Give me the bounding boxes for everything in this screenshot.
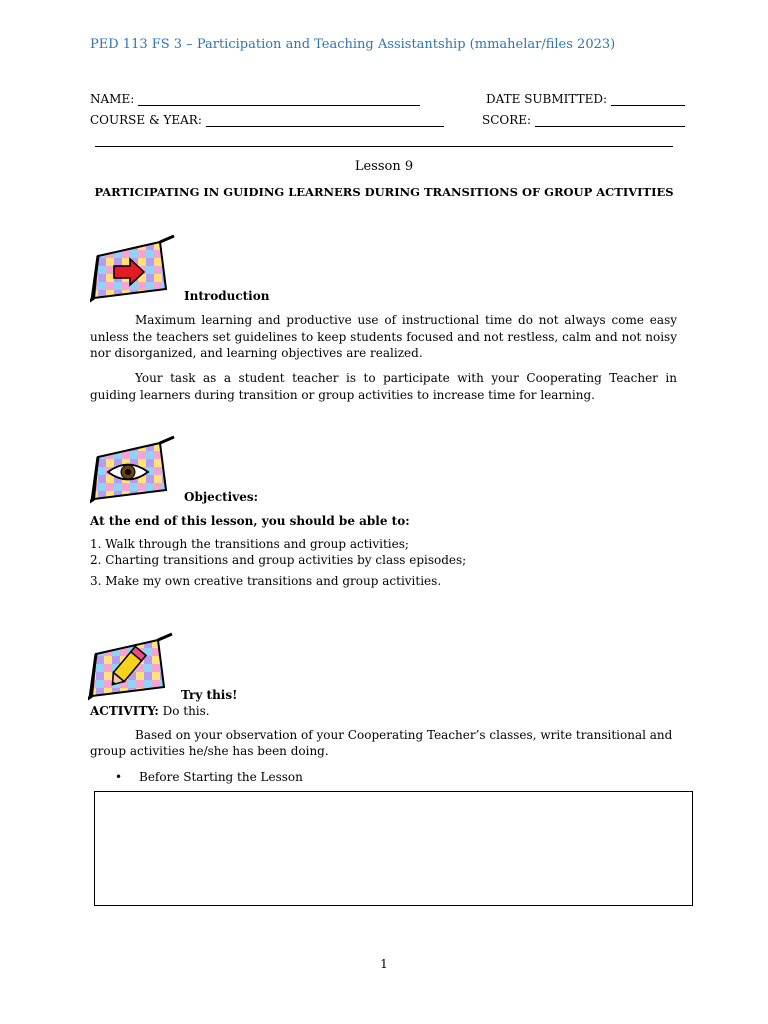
score-field	[482, 113, 685, 127]
intro-paragraph-1: Maximum learning and productive use of instructional time do not always come easy unless the teachers set guidelines to keep students focused and not restless, calm and not noisy nor disorganized, and learning objectives are realized.	[90, 313, 677, 360]
objective-item-1: 1. Walk through the transitions and group activities;	[90, 537, 409, 551]
objective-item-2: 2. Charting transitions and group activities by class episodes;	[90, 553, 467, 567]
objectives-heading: Objectives:	[184, 490, 259, 504]
course-year-input-line[interactable]	[206, 114, 444, 127]
page-number: 1	[380, 957, 388, 971]
activity-text: Do this.	[158, 704, 210, 718]
before-starting-lesson-label: Before Starting the Lesson	[139, 770, 303, 784]
date-submitted-input-line[interactable]	[611, 93, 685, 106]
lesson-title: PARTICIPATING IN GUIDING LEARNERS DURING TRANSITIONS OF GROUP ACTIVITIES	[94, 185, 674, 199]
header-divider	[95, 146, 673, 147]
arrow-right-icon	[90, 234, 182, 304]
name-field	[90, 92, 420, 106]
date-submitted-field	[486, 92, 685, 106]
pencil-icon	[88, 632, 180, 702]
intro-paragraph-2: Your task as a student teacher is to participate with your Cooperating Teacher in guiding learners during transition or group activities to increase time for learning.	[90, 371, 677, 402]
objective-item-3: 3. Make my own creative transitions and group activities.	[90, 574, 442, 588]
course-year-label: COURSE & YEAR:	[90, 113, 202, 127]
score-label: SCORE:	[482, 113, 532, 127]
name-label: NAME:	[90, 92, 135, 106]
activity-instruction-line-2: group activities he/she has been doing.	[90, 744, 329, 758]
score-input-line[interactable]	[535, 114, 685, 127]
activity-instruction-line-1: Based on your observation of your Cooperating Teacher’s classes, write transitional and	[135, 728, 673, 742]
try-this-heading: Try this!	[181, 688, 238, 702]
lesson-number: Lesson 9	[354, 159, 414, 174]
before-starting-answer-box[interactable]	[94, 791, 693, 906]
activity-line	[90, 704, 210, 718]
objectives-lead: At the end of this lesson, you should be able to:	[90, 514, 410, 528]
course-year-field	[90, 113, 444, 127]
date-submitted-label: DATE SUBMITTED:	[486, 92, 608, 106]
name-input-line[interactable]	[138, 93, 420, 106]
activity-label: ACTIVITY:	[90, 704, 159, 718]
bullet-icon: •	[115, 770, 123, 784]
introduction-heading: Introduction	[184, 289, 270, 303]
course-header: PED 113 FS 3 – Participation and Teaching Assistantship (mmahelar/files 2023)	[90, 37, 616, 52]
eye-icon	[90, 435, 182, 505]
